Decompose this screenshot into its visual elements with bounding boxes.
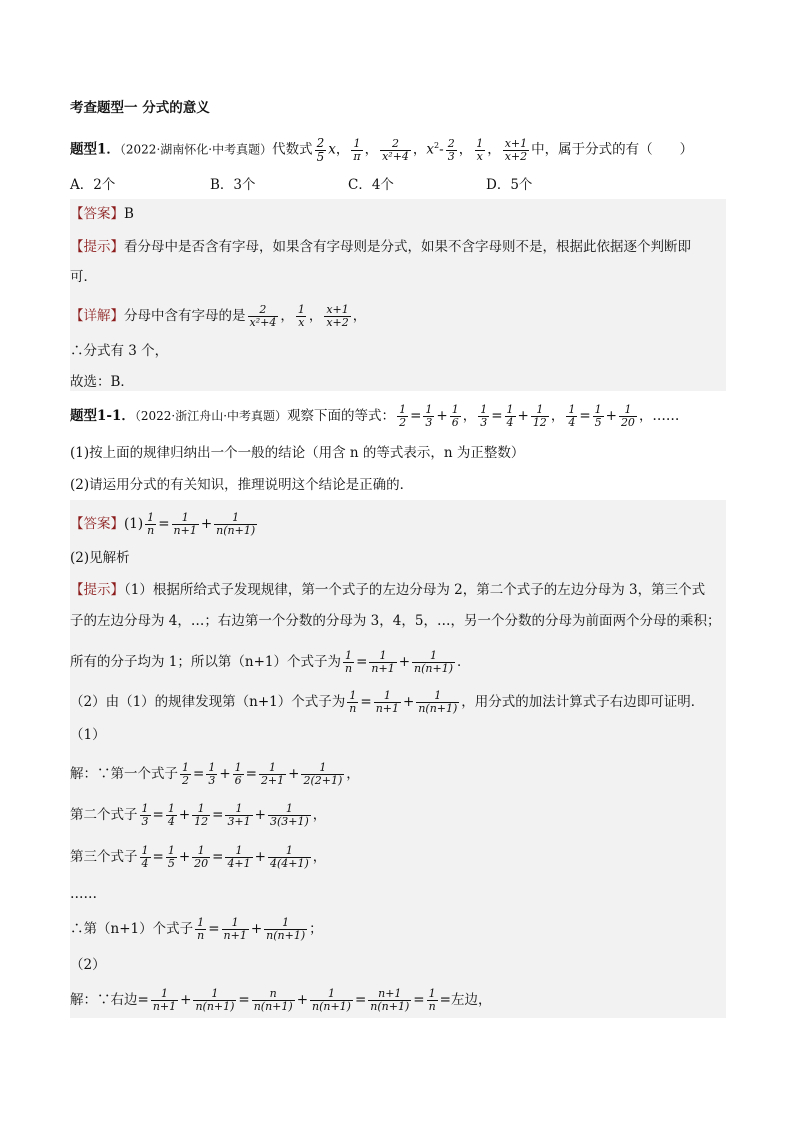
q2-stem: 题型1-1．（2022·浙江舟山·中考真题）观察下面的等式： $\frac{1}{2}$ = $\frac{1}{3}$ + $\frac{1}{6}$ ， $\frac{1}{3}$ = $\frac{1}{4}$ + $\frac{1}{12}$ ， $\frac{1}{4}$ = $\frac{1}{5}$ + $\frac{1}{20}$ ，……	[70, 403, 680, 429]
q1-stem-post: 中，属于分式的有（ ）	[531, 141, 694, 158]
q1-label: 题型1．	[70, 141, 120, 158]
sol1-pre: 解：∵第一个式子	[70, 766, 178, 782]
sol4-pre: ∴第（n+1）个式子	[70, 921, 194, 937]
detail-pre: 分母中含有字母的是	[124, 308, 246, 324]
q2-hint3: 所有的分子均为 1；所以第（n+1）个式子为 $\frac{1}{n}$ = $\frac{1}{n+1}$ + $\frac{1}{n(n+1)}$ ．	[70, 649, 471, 675]
q2-stem-pre: 观察下面的等式：	[287, 408, 396, 424]
sol3-pre: 第三个式子	[70, 849, 138, 865]
part1-label: （1）	[70, 727, 106, 743]
solution-line-4: ∴第（n+1）个式子 $\frac{1}{n}$ = $\frac{1}{n+1}$ + $\frac{1}{n(n+1)}$ ；	[70, 916, 323, 942]
detail-tag: 【详解】	[70, 308, 124, 324]
q2-source: （2022·浙江舟山·中考真题）	[134, 409, 288, 423]
solution-line-5: 解：∵右边= $\frac{1}{n+1}$ + $\frac{1}{n(n+1)}$ = $\frac{n}{n(n+1)}$ + $\frac{1}{n(n+1)}$ = $\frac{n+1}{n(n+1)}$ = $\frac{1}{n}$ =左边，	[70, 987, 492, 1013]
q1-detail: 【详解】分母中含有字母的是 $\frac{2}{\text{x²+4}}$ ， $\frac{1}{x}$ ， $\frac{x+1}{x+2}$ ，	[70, 303, 367, 329]
option-b: B．3个	[210, 177, 256, 193]
q2-sub1: (1)按上面的规律归纳出一个一般的结论（用含 n 的等式表示，n 为正整数）	[70, 445, 525, 461]
solution-line-1: 解：∵第一个式子 $\frac{1}{2}$ = $\frac{1}{3}$ + $\frac{1}{6}$ = $\frac{1}{2+1}$ + $\frac{1}{2(2+1)}$ ，	[70, 761, 360, 787]
hint-tag: 【提示】	[70, 239, 124, 255]
q1-detail-line3: 故选：B．	[70, 374, 134, 390]
q1-hint-line2: 可．	[70, 269, 97, 285]
part2-label: （2）	[70, 957, 106, 973]
hint-4-pre: （2）由（1）的规律发现第（n+1）个式子为	[70, 694, 346, 710]
hint-4-post: ，用分式的加法计算式子右边即可证明．	[461, 694, 705, 710]
sol2-pre: 第二个式子	[70, 807, 138, 823]
q1-detail-line2: ∴分式有 3 个，	[70, 343, 169, 359]
q2-hint1	[70, 580, 705, 600]
sol5-post: =左边，	[439, 992, 492, 1008]
answer-tag-2: 【答案】	[70, 516, 124, 532]
option-a: A．2个	[70, 177, 116, 193]
solution-ellipsis: ……	[70, 886, 97, 902]
q2-hint4: （2）由（1）的规律发现第（n+1）个式子为 $\frac{1}{n}$ = $\frac{1}{n+1}$ + $\frac{1}{n(n+1)}$ ，用分式的加法计算式子右边即可证明．	[70, 689, 705, 715]
answer-tag: 【答案】	[70, 206, 124, 222]
hint-tag-2: 【提示】	[70, 582, 124, 598]
sol5-pre: 解：∵右边=	[70, 992, 149, 1008]
q1-solution-box	[70, 199, 726, 391]
q2-hint2: 子的左边分母为 4，…；右边第一个分数的分母为 3，4，5，…，另一个分数的分母为前面两个分母的乘积；	[70, 613, 721, 629]
option-d: D．5个	[486, 177, 533, 193]
answer1-prefix: (1)	[124, 516, 144, 532]
q1-stem: 题型1．（2022·湖南怀化·中考真题）代数式 $\frac{2}{5}$ x， $\frac{1}{\pi}$ ， $\frac{2}{\text{x²+4}}$ ，$x^2-$ $\frac{2}{3}$ ， $\frac{1}{x}$ ， $\frac{x+1}{x+2}$ 中，属于分式的有（ ）	[70, 135, 694, 164]
solution-line-3: 第三个式子 $\frac{1}{4}$ = $\frac{1}{5}$ + $\frac{1}{20}$ = $\frac{1}{4+1}$ + $\frac{1}{4(4+1)}$ ，	[70, 844, 327, 870]
q2-label: 题型1-1．	[70, 408, 135, 424]
hint-3-pre: 所有的分子均为 1；所以第（n+1）个式子为	[70, 654, 341, 670]
answer-value: B	[124, 206, 134, 222]
hint-text-1: 看分母中是否含有字母，如果含有字母则是分式，如果不含字母则不是，根据此依据逐个判断即	[124, 239, 691, 255]
q1-answer	[70, 204, 134, 224]
section-title: 考查题型一 分式的意义	[70, 100, 210, 116]
q1-source: （2022·湖南怀化·中考真题）	[119, 142, 273, 157]
hint-1: （1）根据所给式子发现规律，第一个式子的左边分母为 2，第二个式子的左边分母为 3，第三个式	[124, 582, 706, 598]
option-c: C．4个	[348, 177, 394, 193]
q2-sub2: (2)请运用分式的有关知识，推理说明这个结论是正确的．	[70, 477, 414, 493]
q2-answer: 【答案】(1) $\frac{1}{n}$ = $\frac{1}{n+1}$ + $\frac{1}{n(n+1)}$	[70, 511, 256, 537]
q1-hint-line1	[70, 237, 691, 257]
q1-stem-pre: 代数式	[272, 141, 313, 158]
q2-answer2: (2)见解析	[70, 550, 130, 566]
solution-line-2: 第二个式子 $\frac{1}{3}$ = $\frac{1}{4}$ + $\frac{1}{12}$ = $\frac{1}{3+1}$ + $\frac{1}{3(3+1)}$ ，	[70, 802, 327, 828]
